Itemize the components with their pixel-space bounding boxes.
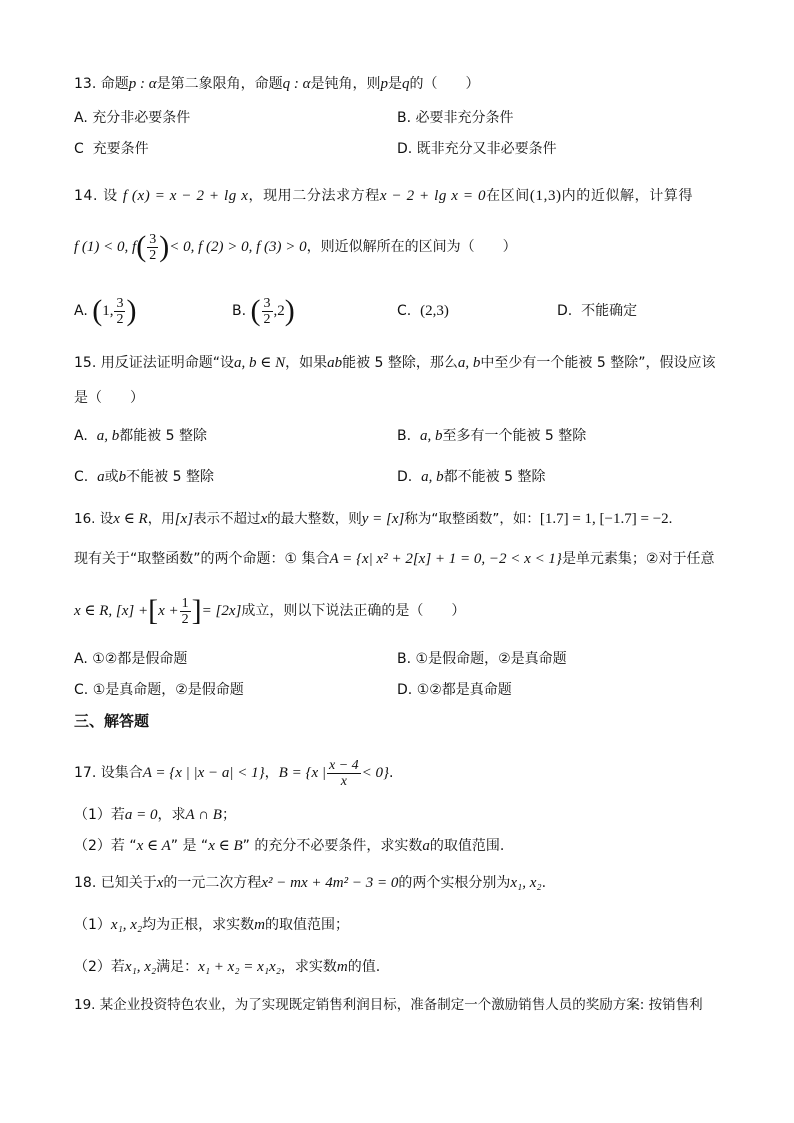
option-label: A.: [74, 428, 88, 444]
math: < 0, f (2) > 0, f (3) > 0: [169, 239, 307, 255]
q16-stem-line1: [74, 509, 672, 529]
text: 的一元二次方程: [163, 875, 262, 891]
q18-part2: [74, 957, 380, 977]
math: A ∩ B: [185, 807, 222, 823]
fraction: [327, 758, 361, 789]
option-text: 不能确定: [581, 303, 638, 319]
text: ” 的充分不必要条件，求实数: [242, 838, 423, 854]
math: q: [401, 76, 410, 92]
bracket: ]: [191, 594, 202, 627]
numerator: 3: [116, 295, 124, 311]
math: f (1) < 0, f: [74, 239, 137, 255]
option-text: 都能被 5 整除: [119, 428, 207, 444]
text: 称为“取整函数”，如：: [404, 511, 540, 527]
text: 表示不超过: [193, 511, 261, 527]
option-label: D.: [557, 303, 573, 319]
q15-option-a: [74, 426, 207, 446]
option-text: ①②都是假命题: [92, 651, 188, 667]
question-number: 19.: [74, 997, 96, 1013]
math: x ∈ R: [113, 511, 148, 527]
option-label: B.: [397, 428, 412, 444]
question-number: 13.: [74, 76, 97, 92]
text: 的取值范围；: [265, 917, 350, 933]
text: 均为正根，求实数: [142, 917, 255, 933]
math: a, b: [421, 469, 444, 485]
text: 的最大整数，则: [267, 511, 362, 527]
denominator: 2: [181, 611, 189, 627]
q18-stem: [74, 873, 546, 893]
text: 在区间: [486, 188, 530, 204]
math: (2,3): [420, 303, 449, 319]
option-text: 既非充分又非必要条件: [416, 141, 557, 157]
text: 的取值范围.: [429, 838, 505, 854]
math: [x]: [174, 511, 194, 527]
q17-part1: [74, 805, 236, 825]
math: ,2: [273, 303, 285, 319]
math: a: [97, 469, 105, 485]
part-label: （1）: [74, 917, 111, 933]
q16-option-a: [74, 649, 187, 669]
math: x₁, x₂: [510, 875, 542, 891]
q14-stem-line2: [74, 226, 517, 268]
q16-stem-line3: [74, 590, 465, 632]
text: 的值.: [347, 959, 381, 975]
bracket: [: [148, 594, 159, 627]
text: ” 是 “: [170, 838, 209, 854]
option-label: B.: [232, 303, 247, 319]
text: 的两个实根分别为: [398, 875, 511, 891]
option-label: B.: [397, 651, 412, 667]
option-label: D.: [397, 469, 413, 485]
text: 命题: [100, 76, 129, 92]
math: B = {x |: [278, 765, 326, 781]
denominator: 2: [116, 311, 124, 327]
paren: ): [284, 294, 295, 327]
paren: ): [126, 294, 137, 327]
math: x ∈ B: [208, 838, 243, 854]
text: 内的近似解，计算得: [561, 188, 694, 204]
denominator: 2: [263, 311, 271, 327]
math: A = {x | |x − a| < 1}: [142, 765, 265, 781]
q16-stem-line2: [74, 549, 715, 569]
q14-option-d: [557, 301, 637, 321]
paren: (: [250, 294, 261, 327]
numerator: 1: [181, 595, 189, 611]
option-text: 至多有一个能被 5 整除: [442, 428, 587, 444]
numerator: 3: [149, 231, 157, 247]
option-label: C.: [74, 469, 89, 485]
question-number: 18.: [74, 875, 97, 891]
text: 能被 5 整除，那么: [342, 355, 458, 371]
q14-option-c: [397, 301, 449, 321]
question-number: 15.: [74, 355, 97, 371]
paren: (: [92, 294, 103, 327]
option-label: A.: [74, 651, 88, 667]
q14-option-a: [74, 290, 136, 332]
fraction: [147, 232, 158, 263]
q15-option-d: [397, 467, 545, 487]
math: x ∈ A: [136, 838, 171, 854]
paren: ): [159, 230, 170, 263]
q14-stem-line1: [74, 186, 693, 206]
math: x: [156, 875, 164, 891]
option-text: 都不能被 5 整除: [443, 469, 546, 485]
math: x₁, x₂: [110, 917, 143, 933]
section-heading: 三、解答题: [74, 712, 150, 730]
option-text: ①是假命题，②是真命题: [415, 651, 567, 667]
text: 是单元素集；②对于任意: [561, 551, 715, 567]
option-label: C.: [74, 682, 89, 698]
text: ；: [221, 807, 236, 823]
text: 已知关于: [100, 875, 157, 891]
option-label: B.: [397, 110, 412, 126]
math: a, b ∈ N: [233, 355, 286, 371]
math: x: [260, 511, 268, 527]
q15-option-b: [397, 426, 586, 446]
text: 是: [387, 76, 402, 92]
option-label: A.: [74, 303, 88, 319]
text: 是第二象限角，命题: [156, 76, 283, 92]
text: ，求实数: [280, 959, 337, 975]
text: 是钝角，则: [310, 76, 381, 92]
math: ab: [327, 355, 343, 371]
part-label: （2）若 “: [74, 838, 137, 854]
q15-stem-line2: 是（ ）: [74, 390, 144, 406]
math: [1.7] = 1, [−1.7] = −2.: [539, 511, 673, 527]
text: ，则近似解所在的区间为（ ）: [306, 239, 517, 255]
math: a, b: [96, 428, 120, 444]
math: p : α: [128, 76, 157, 92]
text: 成立，则以下说法正确的是（ ）: [241, 603, 466, 619]
math: f (x) = x − 2 + lg x: [122, 188, 249, 204]
part-label: （1）若: [74, 807, 125, 823]
question-number: 17.: [74, 765, 97, 781]
text: ，用: [147, 511, 175, 527]
math: a, b: [457, 355, 481, 371]
math: a = 0: [124, 807, 158, 823]
text: 设: [103, 188, 118, 204]
math: x ∈ R, [x] +: [74, 603, 149, 619]
fraction: [262, 296, 273, 327]
part-label: （2）若: [74, 959, 125, 975]
math: p: [380, 76, 388, 92]
q13-option-d: [397, 139, 557, 159]
text: 某企业投资特色农业，为了实现既定销售利润目标，准备制定一个激励销售人员的奖励方案: 按销售利: [99, 997, 703, 1013]
math: b: [118, 469, 127, 485]
q19-stem: [74, 995, 703, 1015]
q18-part1: [74, 915, 349, 935]
math: x₁ + x₂ = x₁x₂: [198, 959, 281, 975]
math: (1,3): [529, 188, 562, 204]
math: m: [254, 917, 266, 933]
option-label: D.: [397, 141, 413, 157]
numerator: 3: [263, 295, 271, 311]
denominator: 2: [149, 247, 157, 263]
math: x +: [158, 603, 179, 619]
question-number: 16.: [74, 511, 96, 527]
text: 中至少有一个能被 5 整除”，假设应该: [480, 355, 716, 371]
text: .: [541, 875, 547, 891]
fraction: [114, 296, 125, 327]
q13-option-c: [74, 139, 149, 159]
option-text: 必要非充分条件: [415, 110, 514, 126]
option-label: C.: [397, 303, 412, 319]
paren: (: [136, 230, 147, 263]
text: ，: [264, 765, 279, 781]
q13-option-a: [74, 108, 190, 128]
numerator: x − 4: [329, 757, 359, 773]
option-label: C: [74, 141, 84, 157]
text: ，如果: [285, 355, 328, 371]
math: x² − mx + 4m² − 3 = 0: [261, 875, 399, 891]
q17-stem: [74, 752, 394, 794]
math: a: [422, 838, 430, 854]
math: x − 2 + lg x = 0: [379, 188, 487, 204]
option-text: ①②都是真命题: [416, 682, 512, 698]
math: y = [x]: [361, 511, 405, 527]
text: 设: [99, 511, 114, 527]
q14-option-b: [232, 290, 295, 332]
fraction: [180, 596, 191, 627]
text: ，现用二分法求方程: [248, 188, 380, 204]
text: 现有关于“取整函数”的两个命题：① 集合: [74, 551, 330, 567]
option-text: 充分非必要条件: [92, 110, 191, 126]
text: 设集合: [100, 765, 143, 781]
text: 用反证法证明命题“设: [100, 355, 234, 371]
text: ，求: [157, 807, 186, 823]
text: 的（ ）: [409, 76, 480, 92]
option-text: 不能被 5 整除: [126, 469, 214, 485]
q17-part2: [74, 836, 504, 856]
math: x₁, x₂: [124, 959, 157, 975]
text: 满足：: [156, 959, 199, 975]
q13-option-b: [397, 108, 514, 128]
text: .: [389, 765, 394, 781]
math: a, b: [419, 428, 443, 444]
option-label: A.: [74, 110, 88, 126]
math: q : α: [282, 76, 311, 92]
q15-stem-line1: [74, 353, 715, 373]
math: m: [336, 959, 348, 975]
math: A = {x| x² + 2[x] + 1 = 0, −2 < x < 1}: [329, 551, 562, 567]
text: 或: [104, 469, 119, 485]
math: < 0}: [361, 765, 390, 781]
math: = [2x]: [201, 603, 242, 619]
option-text: ①是真命题，②是假命题: [92, 682, 244, 698]
math: 1,: [102, 303, 114, 319]
q16-option-b: [397, 649, 567, 669]
q16-option-c: [74, 680, 244, 700]
question-number: 14.: [74, 188, 99, 204]
q15-option-c: [74, 467, 214, 487]
q13-stem: [74, 74, 479, 94]
denominator: x: [340, 773, 347, 789]
q16-option-d: [397, 680, 512, 700]
option-label: D.: [397, 682, 413, 698]
option-text: 充要条件: [92, 141, 149, 157]
